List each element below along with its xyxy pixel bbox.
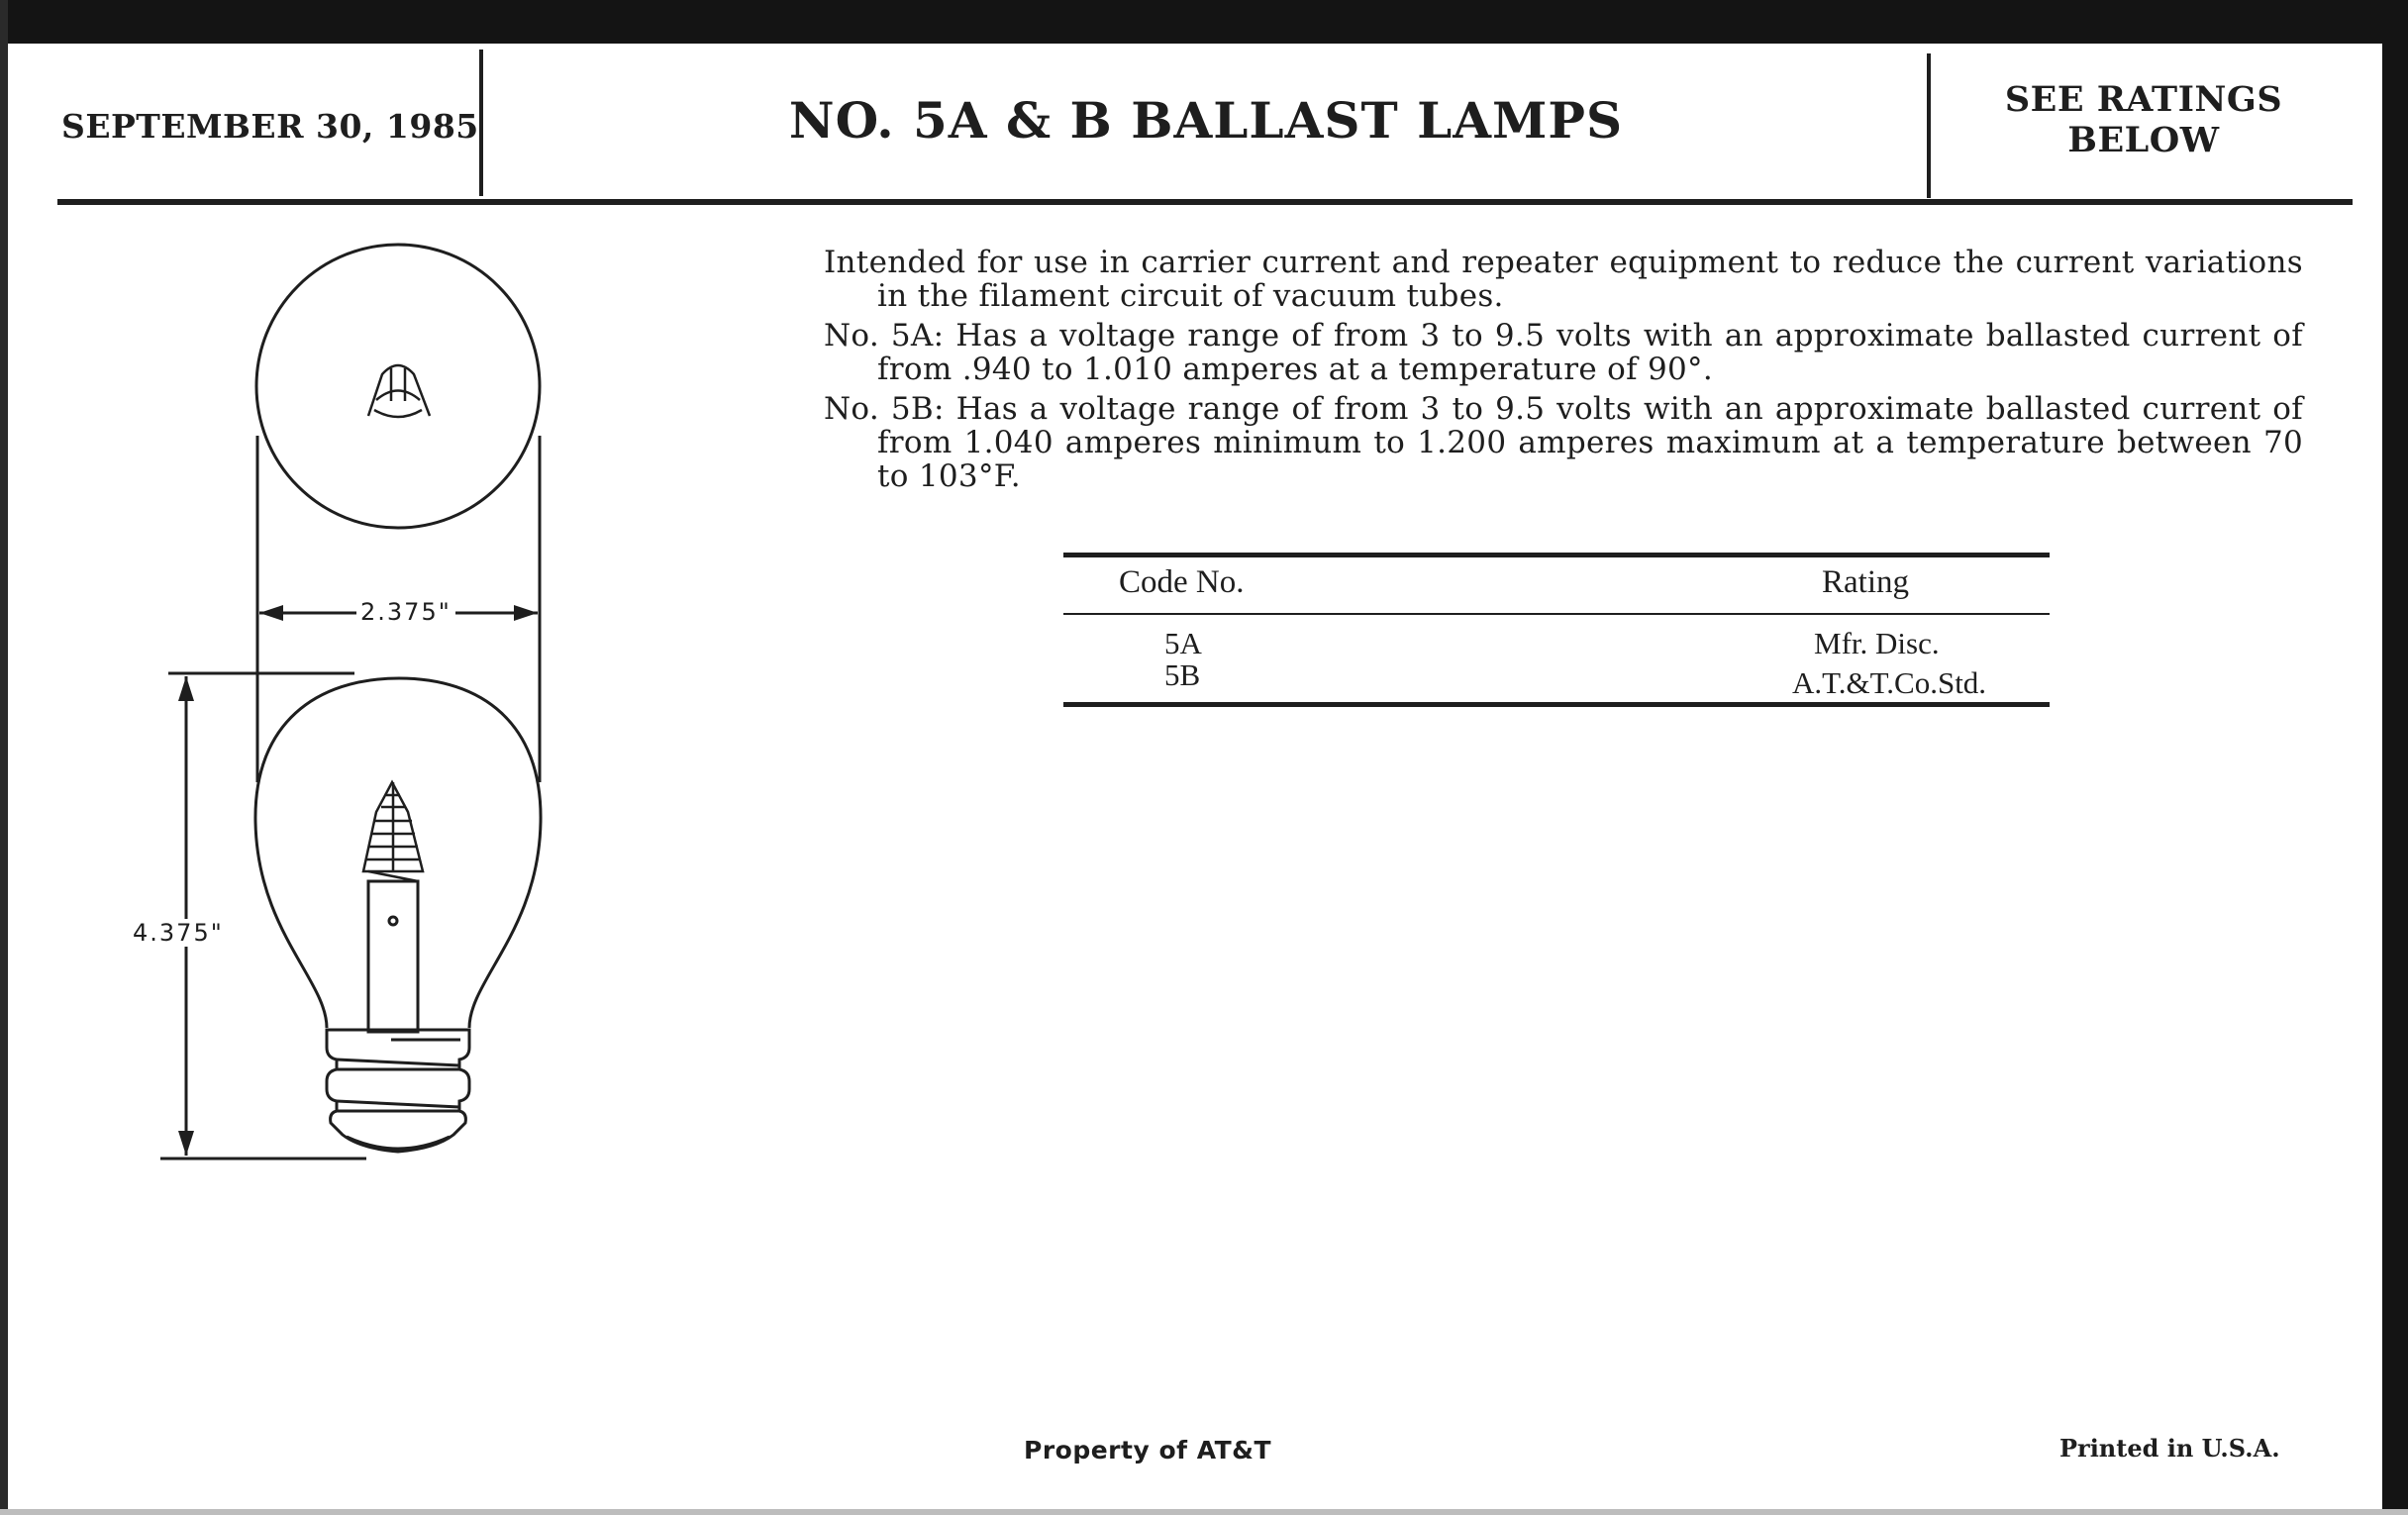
footer-property: Property of AT&T — [1024, 1436, 1272, 1464]
width-dimension-label: 2.375" — [356, 598, 455, 626]
lamp-top-view — [256, 245, 540, 528]
table-cell-code: 5A — [1164, 626, 1202, 660]
description-intro: Intended for use in carrier current and repeater equipment to reduce the current variations in the filament circuit of vacuum tubes. — [824, 245, 2303, 314]
table-cell-rating: A.T.&T.Co.Std. — [1792, 665, 1987, 700]
table-rule-top — [1063, 553, 2050, 557]
page-title: NO. 5A & B BALLAST LAMPS — [788, 91, 1624, 150]
ratings-note: SEE RATINGS BELOW — [2004, 79, 2283, 160]
column-header-rating: Rating — [1822, 564, 1909, 600]
arrowhead-height-top — [178, 676, 194, 701]
arrowhead-height-bottom — [178, 1131, 194, 1156]
bulb-outline — [255, 678, 541, 1028]
table-cell-code: 5B — [1164, 657, 1201, 692]
lamp-stem — [368, 881, 418, 1032]
lamp-description — [824, 246, 2303, 499]
column-header-code: Code No. — [1119, 564, 1245, 600]
table-rule-bottom — [1063, 702, 2050, 707]
description-5a: No. 5A: Has a voltage range of from 3 to 9.5 volts with an approximate ballasted current of from .940 to 1.010 amperes at a temperature of 90°. — [824, 318, 2303, 387]
table-rule-header — [1063, 613, 2050, 615]
arrowhead-width-right — [514, 605, 538, 621]
screw-base — [327, 1030, 469, 1152]
document-date: SEPTEMBER 30, 1985 — [61, 107, 479, 146]
footer-printed: Printed in U.S.A. — [2059, 1434, 2280, 1463]
height-dimension-label: 4.375" — [133, 919, 224, 947]
table-cell-rating: Mfr. Disc. — [1814, 626, 1940, 660]
description-5b: No. 5B: Has a voltage range of from 3 to 9.5 volts with an approximate ballasted current of from 1.040 amperes minimum to 1.200 amperes maximum at a temperature between 70 to 103°F. — [824, 391, 2303, 494]
filament-cone — [363, 782, 423, 881]
filament-top-symbol — [368, 365, 430, 417]
arrowhead-width-left — [259, 605, 283, 621]
